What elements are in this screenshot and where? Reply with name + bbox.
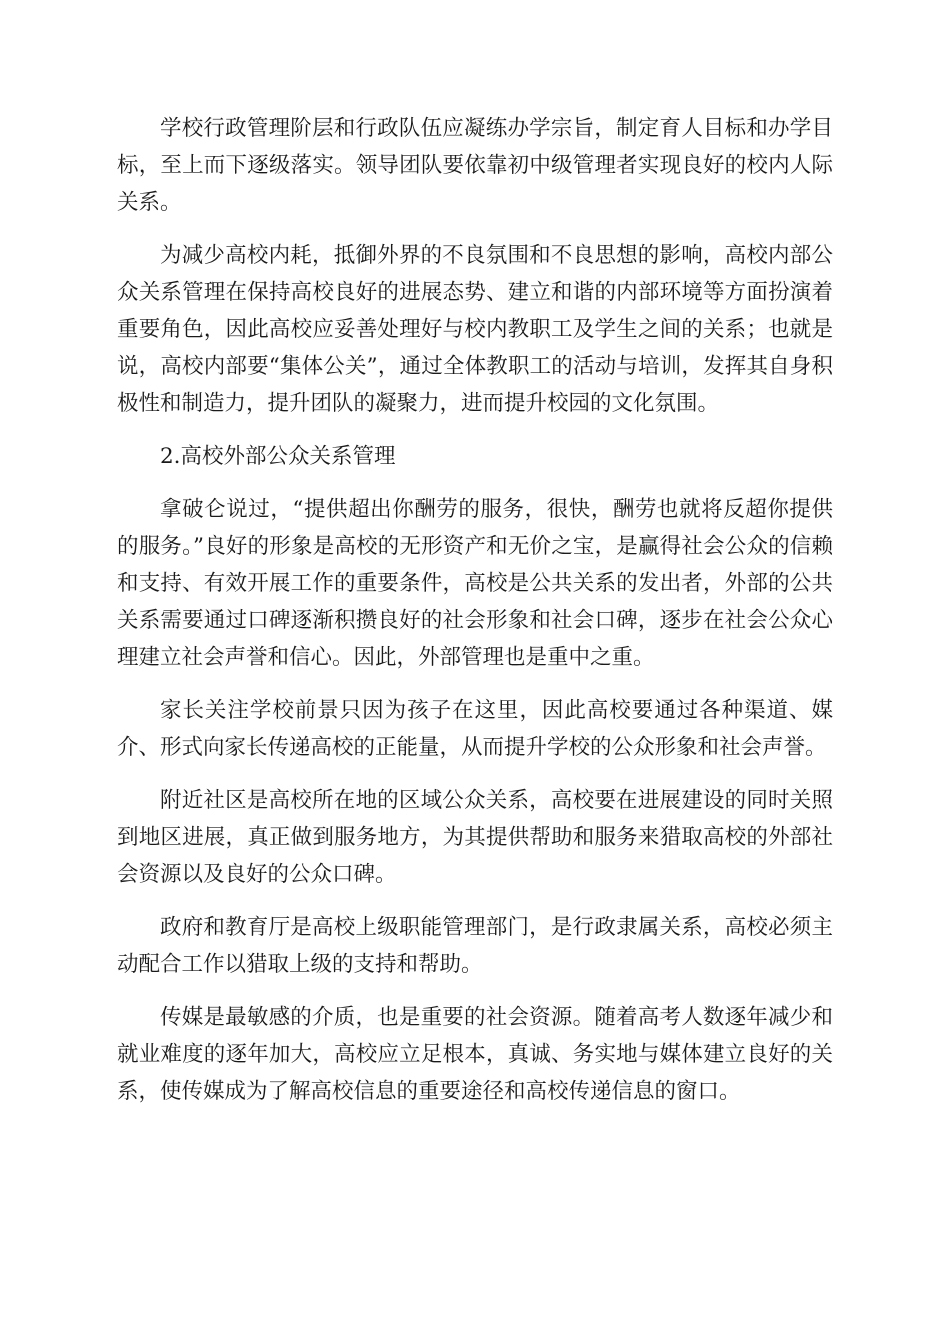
section-heading-external-relations: 2.高校外部公众关系管理 — [160, 444, 396, 469]
paragraph-parents: 家长关注学校前景只因为孩子在这里，因此高校要通过各种渠道、媒介、形式向家长传递高校的正能量，从而提升学校的公众形象和社会声誉。 — [117, 698, 833, 760]
paragraph-community: 附近社区是高校所在地的区域公众关系，高校要在进展建设的同时关照到地区进展，真正做到服务地方，为其提供帮助和服务来猎取高校的外部社会资源以及良好的公众口碑。 — [117, 788, 833, 887]
document-body — [117, 110, 833, 1126]
paragraph-government: 政府和教育厅是高校上级职能管理部门，是行政隶属关系，高校必须主动配合工作以猎取上级的支持和帮助。 — [117, 915, 833, 977]
paragraph-admin-goals: 学校行政管理阶层和行政队伍应凝练办学宗旨，制定育人目标和办学目标，至上而下逐级落实。领导团队要依靠初中级管理者实现良好的校内人际关系。 — [117, 116, 833, 215]
paragraph-internal-relations: 为减少高校内耗，抵御外界的不良氛围和不良思想的影响，高校内部公众关系管理在保持高校良好的进展态势、建立和谐的内部环境等方面扮演着重要角色，因此高校应妥善处理好与校内教职工及学生之间的关系；也就是说，高校内部要“集体公关”，通过全体教职工的活动与培训，发挥其自身积极性和制造力，提升团队的凝聚力，进而提升校园的文化氛围。 — [117, 243, 833, 416]
paragraph-media: 传媒是最敏感的介质，也是重要的社会资源。随着高考人数逐年减少和就业难度的逐年加大，高校应立足根本，真诚、务实地与媒体建立良好的关系，使传媒成为了解高校信息的重要途径和高校传递信息的窗口。 — [117, 1005, 833, 1104]
paragraph-napoleon-quote: 拿破仑说过，“提供超出你酬劳的服务，很快，酬劳也就将反超你提供的服务。”良好的形象是高校的无形资产和无价之宝，是赢得社会公众的信赖和支持、有效开展工作的重要条件，高校是公共关系的发出者，外部的公共关系需要通过口碑逐渐积攒良好的社会形象和社会口碑，逐步在社会公众心理建立社会声誉和信心。因此，外部管理也是重中之重。 — [117, 497, 833, 670]
